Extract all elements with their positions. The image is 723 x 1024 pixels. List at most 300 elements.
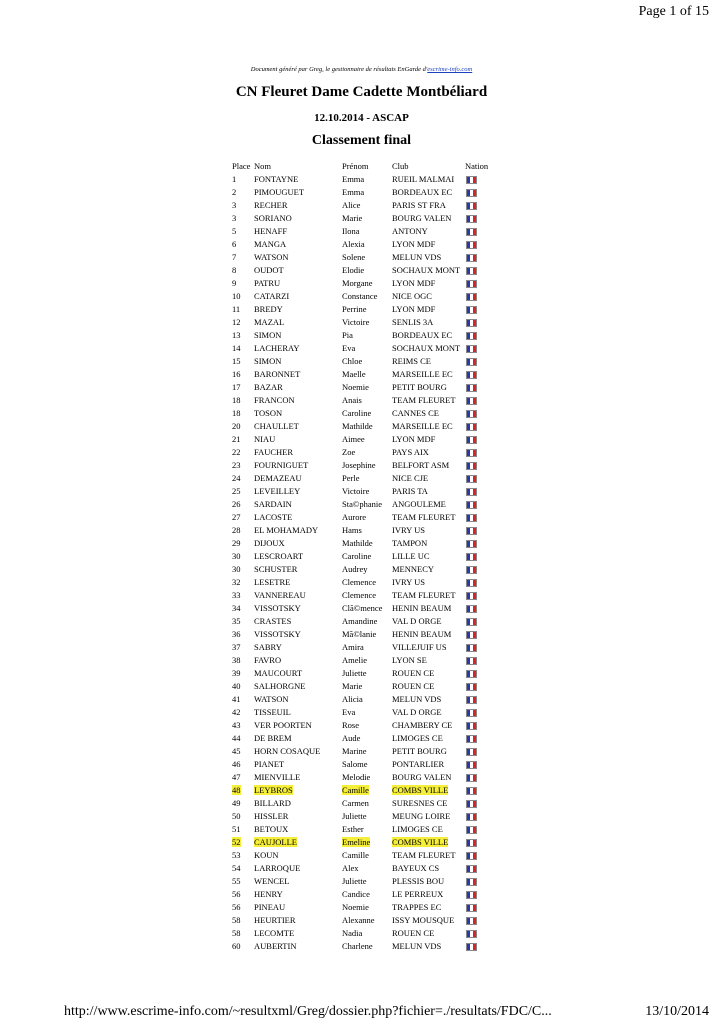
club-value: ANGOULEME [392,499,446,509]
place-value: 58 [232,915,241,925]
prenom-value: Marie [342,681,363,691]
nom-value: MIENVILLE [254,772,301,782]
table-row [230,472,495,485]
cell-nom [254,251,342,264]
france-flag-icon [466,852,477,860]
cell-place [230,745,254,758]
club-value: ISSY MOUSQUE [392,915,455,925]
place-value: 18 [232,395,241,405]
cell-club [392,602,465,615]
table-row [230,901,495,914]
france-flag-icon [466,670,477,678]
prenom-value: Emma [342,187,365,197]
prenom-value: Perrine [342,304,367,314]
cell-nom [254,264,342,277]
club-value: VAL D ORGE [392,707,442,717]
club-value: CHAMBERY CE [392,720,453,730]
table-row [230,173,495,186]
table-row [230,797,495,810]
table-row [230,927,495,940]
france-flag-icon [466,254,477,262]
nom-value: CRASTES [254,616,292,626]
cell-place [230,927,254,940]
cell-prenom [342,420,392,433]
club-value: ANTONY [392,226,428,236]
place-value: 2 [232,187,237,197]
cell-prenom [342,459,392,472]
table-row [230,251,495,264]
nom-value: EL MOHAMADY [254,525,319,535]
nom-value: FRANCON [254,395,295,405]
club-value: SENLIS 3A [392,317,434,327]
cell-prenom [342,732,392,745]
prenom-value: Emma [342,174,365,184]
cell-place [230,251,254,264]
nom-value: LEYBROS [254,785,293,795]
cell-club [392,199,465,212]
cell-nation [465,329,495,342]
club-value: COMBS VILLE [392,837,449,847]
club-value: SOCHAUX MONT [392,265,461,275]
table-row [230,654,495,667]
prenom-value: Chloe [342,356,363,366]
club-value: PARIS TA [392,486,428,496]
prenom-value: Charlene [342,941,373,951]
france-flag-icon [466,488,477,496]
cell-nation [465,433,495,446]
cell-club [392,875,465,888]
table-row [230,498,495,511]
club-value: BORDEAUX EC [392,187,453,197]
france-flag-icon [466,579,477,587]
cell-prenom [342,251,392,264]
cell-club [392,446,465,459]
prenom-value: Juliette [342,876,367,886]
france-flag-icon [466,800,477,808]
table-row [230,485,495,498]
nom-value: CATARZI [254,291,290,301]
nom-value: HENAFF [254,226,288,236]
cell-prenom [342,823,392,836]
cell-nation [465,875,495,888]
place-value: 26 [232,499,241,509]
prenom-value: Ilona [342,226,360,236]
club-value: TEAM FLEURET [392,850,456,860]
france-flag-icon [466,722,477,730]
table-row [230,628,495,641]
nom-value: BAZAR [254,382,283,392]
cell-club [392,745,465,758]
prenom-value: Salome [342,759,368,769]
france-flag-icon [466,319,477,327]
france-flag-icon [466,371,477,379]
cell-nom [254,693,342,706]
cell-club [392,238,465,251]
nom-value: FAVRO [254,655,282,665]
table-row [230,589,495,602]
nom-value: CAUJOLLE [254,837,297,847]
prenom-value: Carmen [342,798,369,808]
table-row [230,550,495,563]
cell-club [392,368,465,381]
france-flag-icon [466,293,477,301]
nom-value: PATRU [254,278,281,288]
place-value: 23 [232,460,241,470]
cell-nation [465,173,495,186]
cell-nom [254,940,342,953]
cell-nation [465,862,495,875]
cell-prenom [342,706,392,719]
cell-place [230,550,254,563]
prenom-value: Pia [342,330,353,340]
nom-value: SARDAIN [254,499,292,509]
club-value: NICE OGC [392,291,432,301]
france-flag-icon [466,397,477,405]
nom-value: LEVEILLEY [254,486,301,496]
france-flag-icon [466,774,477,782]
prenom-value: Juliette [342,668,367,678]
cell-nation [465,225,495,238]
prenom-value: Noemie [342,382,369,392]
cell-nation [465,654,495,667]
club-value: PARIS ST FRA [392,200,446,210]
cell-place [230,589,254,602]
nom-value: WATSON [254,694,289,704]
nom-value: PIMOUGUET [254,187,305,197]
place-value: 15 [232,356,241,366]
cell-prenom [342,940,392,953]
france-flag-icon [466,384,477,392]
cell-nom [254,420,342,433]
club-value: TAMPON [392,538,428,548]
club-value: BAYEUX CS [392,863,440,873]
cell-prenom [342,498,392,511]
nom-value: LESETRE [254,577,291,587]
club-value: BELFORT ASM [392,460,450,470]
club-value: BORDEAUX EC [392,330,453,340]
cell-club [392,212,465,225]
cell-place [230,342,254,355]
club-value: CANNES CE [392,408,439,418]
club-value: ROUEN CE [392,928,435,938]
place-value: 32 [232,577,241,587]
cell-prenom [342,394,392,407]
nom-value: WENCEL [254,876,290,886]
cell-place [230,615,254,628]
place-value: 8 [232,265,237,275]
france-flag-icon [466,410,477,418]
france-flag-icon [466,748,477,756]
cell-nation [465,459,495,472]
france-flag-icon [466,176,477,184]
france-flag-icon [466,891,477,899]
cell-club [392,498,465,511]
table-row [230,914,495,927]
france-flag-icon [466,696,477,704]
cell-prenom [342,355,392,368]
table-row [230,732,495,745]
cell-club [392,784,465,797]
prenom-value: Amandine [342,616,378,626]
france-flag-icon [466,280,477,288]
cell-nom [254,407,342,420]
column-header-club: Club [392,161,409,171]
cell-nom [254,602,342,615]
place-value: 38 [232,655,241,665]
place-value: 52 [232,837,241,847]
cell-place [230,901,254,914]
place-value: 49 [232,798,241,808]
cell-nation [465,290,495,303]
nom-value: BREDY [254,304,283,314]
france-flag-icon [466,215,477,223]
prenom-value: Caroline [342,408,372,418]
cell-place [230,771,254,784]
cell-place [230,420,254,433]
cell-place [230,563,254,576]
place-value: 42 [232,707,241,717]
prenom-value: Aurore [342,512,367,522]
cell-place [230,498,254,511]
cell-nation [465,199,495,212]
cell-nom [254,901,342,914]
cell-place [230,316,254,329]
club-value: HENIN BEAUM [392,603,452,613]
table-row [230,368,495,381]
france-flag-icon [466,917,477,925]
france-flag-icon [466,267,477,275]
generated-text: Document généré par Greg, le gestionnaire de résultats EnGarde d' [250,66,428,73]
france-flag-icon [466,358,477,366]
cell-club [392,615,465,628]
place-value: 54 [232,863,241,873]
nom-value: DEMAZEAU [254,473,302,483]
cell-club [392,472,465,485]
cell-nation [465,797,495,810]
cell-club [392,251,465,264]
france-flag-icon [466,605,477,613]
cell-nation [465,745,495,758]
cell-prenom [342,576,392,589]
cell-nom [254,446,342,459]
cell-place [230,641,254,654]
cell-place [230,758,254,771]
france-flag-icon [466,449,477,457]
france-flag-icon [466,527,477,535]
france-flag-icon [466,475,477,483]
table-row [230,563,495,576]
club-value: IVRY US [392,577,425,587]
cell-nom [254,212,342,225]
cell-prenom [342,264,392,277]
cell-prenom [342,537,392,550]
table-row [230,277,495,290]
nom-value: HENRY [254,889,283,899]
cell-nom [254,836,342,849]
cell-nom [254,732,342,745]
cell-nom [254,316,342,329]
cell-nation [465,732,495,745]
place-value: 47 [232,772,241,782]
nom-value: LACOSTE [254,512,293,522]
cell-nom [254,823,342,836]
prenom-value: Esther [342,824,364,834]
cell-nation [465,771,495,784]
cell-place [230,355,254,368]
cell-nation [465,602,495,615]
escrime-info-link[interactable]: escrime-info.com [427,66,473,73]
cell-prenom [342,927,392,940]
prenom-value: Maelle [342,369,366,379]
place-value: 60 [232,941,241,951]
cell-nom [254,667,342,680]
cell-prenom [342,719,392,732]
cell-prenom [342,914,392,927]
place-value: 10 [232,291,241,301]
cell-nom [254,433,342,446]
cell-club [392,329,465,342]
cell-nation [465,368,495,381]
cell-club [392,810,465,823]
place-value: 34 [232,603,241,613]
cell-place [230,732,254,745]
cell-nation [465,446,495,459]
cell-club [392,485,465,498]
cell-nom [254,628,342,641]
prenom-value: Solene [342,252,366,262]
club-value: ROUEN CE [392,681,435,691]
cell-prenom [342,784,392,797]
cell-nation [465,238,495,251]
cell-nom [254,355,342,368]
club-value: MARSEILLE EC [392,369,453,379]
france-flag-icon [466,462,477,470]
france-flag-icon [466,566,477,574]
place-value: 14 [232,343,241,353]
table-row [230,719,495,732]
club-value: HENIN BEAUM [392,629,452,639]
place-value: 16 [232,369,241,379]
cell-place [230,849,254,862]
cell-prenom [342,511,392,524]
cell-nation [465,836,495,849]
cell-prenom [342,654,392,667]
cell-club [392,758,465,771]
footer-date: 13/10/2014 [645,1004,709,1019]
france-flag-icon [466,657,477,665]
place-value: 56 [232,889,241,899]
cell-nation [465,316,495,329]
prenom-value: Eva [342,343,356,353]
place-value: 53 [232,850,241,860]
cell-place [230,862,254,875]
cell-prenom [342,472,392,485]
prenom-value: Alexanne [342,915,375,925]
nom-value: AUBERTIN [254,941,297,951]
cell-prenom [342,888,392,901]
club-value: NICE CJE [392,473,429,483]
france-flag-icon [466,540,477,548]
place-value: 33 [232,590,241,600]
nom-value: FOURNIGUET [254,460,309,470]
nom-value: PIANET [254,759,285,769]
cell-place [230,576,254,589]
cell-nation [465,485,495,498]
cell-club [392,355,465,368]
cell-club [392,732,465,745]
table-row [230,680,495,693]
club-value: MELUN VDS [392,694,442,704]
column-header-nom: Nom [254,161,271,171]
cell-club [392,719,465,732]
cell-nom [254,706,342,719]
nom-value: LESCROART [254,551,304,561]
prenom-value: Zoe [342,447,356,457]
france-flag-icon [466,943,477,951]
nom-value: SIMON [254,356,282,366]
nom-value: LARROQUE [254,863,301,873]
cell-club [392,589,465,602]
cell-nom [254,459,342,472]
table-row [230,875,495,888]
club-value: LIMOGES CE [392,733,443,743]
cell-nation [465,303,495,316]
place-value: 9 [232,278,237,288]
cell-place [230,277,254,290]
nom-value: VISSOTSKY [254,603,301,613]
cell-prenom [342,446,392,459]
cell-prenom [342,199,392,212]
cell-nom [254,563,342,576]
club-value: TEAM FLEURET [392,590,456,600]
place-value: 58 [232,928,241,938]
cell-prenom [342,849,392,862]
prenom-value: Marie [342,213,363,223]
france-flag-icon [466,904,477,912]
place-value: 12 [232,317,241,327]
cell-club [392,563,465,576]
table-row [230,771,495,784]
cell-nom [254,277,342,290]
column-header-prenom: Prénom [342,161,369,171]
table-row [230,446,495,459]
cell-nom [254,498,342,511]
cell-nation [465,680,495,693]
prenom-value: Hams [342,525,362,535]
place-value: 7 [232,252,237,262]
nom-value: FONTAYNE [254,174,299,184]
cell-nom [254,524,342,537]
place-value: 29 [232,538,241,548]
prenom-value: Camille [342,785,369,795]
nom-value: KOUN [254,850,279,860]
place-value: 35 [232,616,241,626]
prenom-value: Candice [342,889,370,899]
cell-club [392,927,465,940]
table-row [230,459,495,472]
cell-nom [254,641,342,654]
club-value: PONTARLIER [392,759,445,769]
nom-value: VER POORTEN [254,720,312,730]
club-value: ROUEN CE [392,668,435,678]
table-row [230,329,495,342]
club-value: MENNECY [392,564,435,574]
cell-nation [465,810,495,823]
cell-place [230,212,254,225]
france-flag-icon [466,644,477,652]
club-value: PAYS AIX [392,447,429,457]
club-value: LIMOGES CE [392,824,443,834]
